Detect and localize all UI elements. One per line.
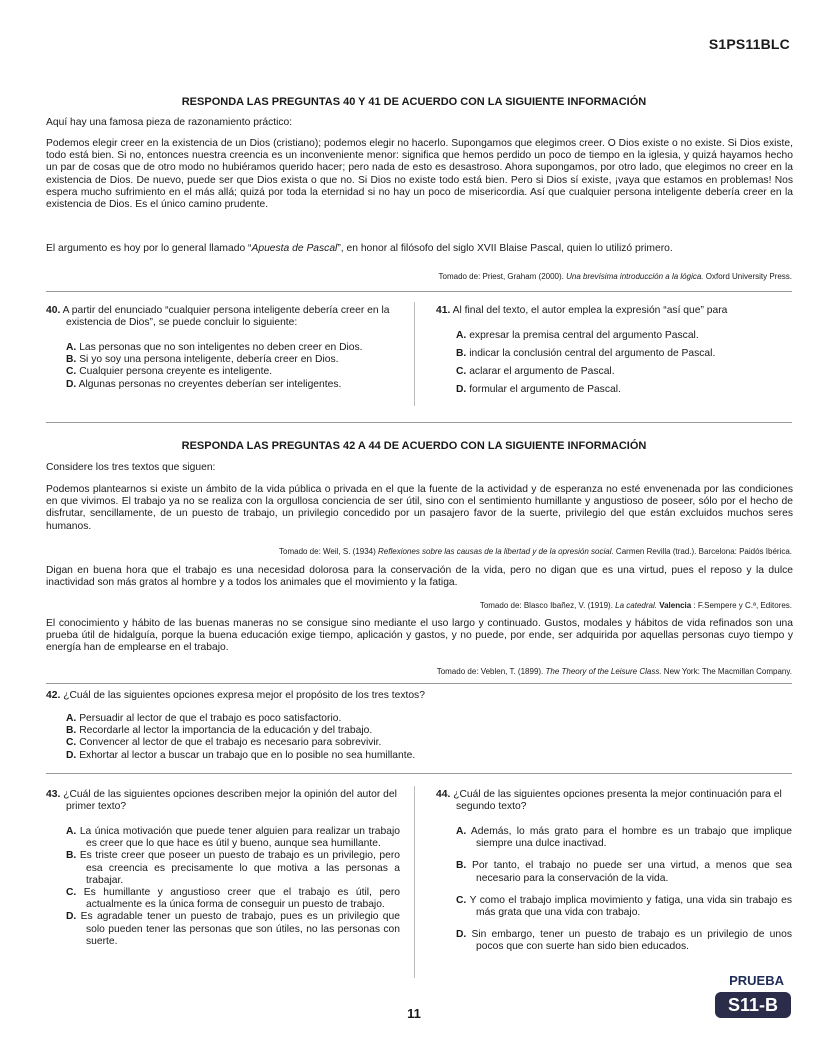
option-letter: D.: [66, 378, 77, 390]
option-letter: D.: [456, 384, 467, 395]
text-1-source: [279, 546, 792, 558]
section2-intro: Considere los tres textos que siguen:: [46, 462, 216, 473]
option-text: Algunas personas no creyentes deberían ser inteligentes.: [78, 378, 342, 390]
option-text: Convencer al lector de que el trabajo es necesario para sobrevivir.: [79, 737, 382, 749]
option-letter: A.: [66, 713, 77, 724]
question-44-stem: [436, 789, 792, 813]
source-pre: Tomado de: Veblen, T. (1899).: [436, 667, 546, 676]
argument-post: ”, en honor al filósofo del siglo XVII Blaise Pascal, quien lo utilizó primero.: [337, 243, 673, 254]
question-41-stem: [436, 305, 792, 317]
option-text: Persuadir al lector de que el trabajo es poco satisfactorio.: [79, 713, 342, 724]
option-d[interactable]: [66, 750, 786, 762]
option-text: formular el argumento de Pascal.: [469, 384, 621, 395]
argument-em: Apuesta de Pascal: [251, 243, 338, 254]
question-44-text: ¿Cuál de las siguientes opciones presenta la mejor continuación para el segundo texto?: [453, 789, 782, 813]
option-text: aclarar el argumento de Pascal.: [469, 366, 615, 377]
source-em: The Theory of the Leisure Class.: [545, 667, 662, 676]
section1-paragraph: Podemos elegir creer en la existencia de un Dios (cristiano); podemos elegir no hacerlo. Supongamos que elegimos creer. O Dios existe o no existe. Si Dios existe, todo está bien. Si no, entonces nuestra creencia es un inconveniente menor: significa que hemos perdido un poco de tiempo en la iglesia, y quizá hayamos hecho un par de cosas que de otro modo no hubiéramos querido hacer; pero nada de esto es desastroso. Ahora supongamos, por otro lado, que elegimos no creer en la existencia de Dios. De nuevo, puede ser que Dios exista o que no. Si Dios no existe todo está bien. Pero si Dios sí existe, ¡vaya que estamos en problemas! Nos espera mucho sufrimiento en el más allá; quizá por toda la eternidad si no hay un poco de misericordia. Así que cualquier persona inteligente debería creer en la existencia de Dios. Es el único camino prudente.: [46, 138, 793, 211]
text-2-source: [480, 600, 792, 612]
option-text: Exhortar al lector a buscar un trabajo que en lo posible no sea humillante.: [79, 749, 416, 761]
test-badge: S11-B: [715, 992, 791, 1018]
question-43-text: ¿Cuál de las siguientes opciones describen mejor la opinión del autor del primer texto?: [63, 789, 397, 813]
option-letter: D.: [66, 749, 77, 761]
section1-intro: Aquí hay una famosa pieza de razonamiento práctico:: [46, 117, 293, 128]
option-text: Las personas que no son inteligentes no deben creer en Dios.: [79, 342, 363, 353]
option-text: Si yo soy una persona inteligente, debería creer en Dios.: [79, 354, 339, 366]
option-text: indicar la conclusión central del argumento de Pascal.: [469, 348, 716, 359]
source-post: Oxford University Press.: [703, 272, 792, 281]
question-41: [436, 305, 792, 317]
column-divider: [414, 786, 415, 978]
question-40: [46, 305, 398, 329]
source-bold: Valencia: [656, 601, 692, 610]
text-3-source: [437, 666, 792, 678]
section1-source: [439, 271, 793, 283]
option-letter: C.: [456, 894, 467, 906]
question-43-options: [66, 826, 400, 948]
option-text: Recordarle al lector la importancia de la educación y del trabajo.: [79, 725, 373, 737]
question-40-text: A partir del enunciado “cualquier persona inteligente debería creer en la existencia de Dios”, se puede concluir lo siguiente:: [62, 305, 390, 329]
source-em: Reflexiones sobre las causas de la libertad y de la opresión social.: [378, 547, 614, 556]
option-b[interactable]: [66, 725, 786, 737]
option-a[interactable]: [66, 713, 786, 725]
option-d[interactable]: [456, 381, 790, 399]
divider: [46, 422, 792, 423]
option-c[interactable]: [456, 895, 792, 919]
option-b[interactable]: [456, 860, 792, 884]
question-40-options: [66, 342, 400, 391]
option-letter: A.: [456, 330, 467, 341]
option-letter: C.: [66, 737, 77, 749]
source-em: La catedral.: [615, 601, 657, 610]
question-42-number: 42.: [46, 690, 61, 701]
exam-code: S1PS11BLC: [708, 36, 790, 52]
question-41-options: [456, 327, 790, 399]
option-text: expresar la premisa central del argumento Pascal.: [469, 330, 699, 341]
question-40-stem: [46, 305, 398, 329]
question-43-stem: [46, 789, 398, 813]
question-41-number: 41.: [436, 305, 451, 316]
option-text: Es agradable tener un puesto de trabajo, pues es un privilegio que solo pueden tener las personas que son útiles, no las personas con suerte.: [80, 911, 400, 947]
prueba-label: PRUEBA: [729, 973, 784, 988]
text-2: Digan en buena hora que el trabajo es una necesidad dolorosa para la conservación de la vida, pero no digan que es una virtud, pues el reposo y la dulce inactividad son más gratos al hombre y a todos los animales que el movimiento y la fatiga.: [46, 565, 793, 589]
option-letter: B.: [456, 860, 467, 872]
option-text: Sin embargo, tener un puesto de trabajo es un privilegio de unos pocos que con suerte han sido bien educados.: [471, 929, 792, 953]
option-d[interactable]: [66, 379, 400, 391]
source-pre: Tomado de: Weil, S. (1934): [279, 547, 379, 556]
option-letter: B.: [66, 354, 77, 366]
option-b[interactable]: [66, 354, 400, 366]
option-letter: A.: [66, 342, 77, 353]
option-text: Por tanto, el trabajo no puede ser una virtud, a menos que sea necesario para la conservación de la vida.: [472, 860, 792, 884]
section1-heading: RESPONDA LAS PREGUNTAS 40 Y 41 DE ACUERDO CON LA SIGUIENTE INFORMACIÓN: [181, 96, 647, 108]
question-42-text: ¿Cuál de las siguientes opciones expresa mejor el propósito de los tres textos?: [63, 690, 425, 701]
section2-heading: RESPONDA LAS PREGUNTAS 42 A 44 DE ACUERDO CON LA SIGUIENTE INFORMACIÓN: [181, 440, 647, 452]
text-1: Podemos plantearnos si existe un ámbito de la vida pública o privada en el que la fuente de la actividad y de esperanza no esté envenenada por las condiciones en que vivimos. El trabajo ya no se realiza con la orgullosa conciencia de ser útil, sino con el sentimiento humillante y angustioso de poseer, sólo por el hecho de disfrutar, sencillamente, de un puesto de trabajo, un privilegio concedido por un pasajero favor de la suerte, privilegio del que están excluidos muchos seres humanos.: [46, 484, 793, 532]
option-a[interactable]: [66, 826, 400, 850]
option-d[interactable]: [456, 929, 792, 953]
option-text: Además, lo más grato para el hombre es un trabajo que implique siempre una dulce inactivad.: [470, 826, 793, 850]
option-a[interactable]: [456, 327, 790, 345]
option-letter: A.: [456, 826, 467, 837]
option-letter: D.: [456, 929, 467, 941]
option-text: Es triste creer que poseer un puesto de trabajo es un privilegio, pero esa creencia es precisamente lo que motiva a las personas a trabajar.: [79, 850, 400, 886]
question-42-options: [66, 713, 786, 762]
option-d[interactable]: [66, 911, 400, 948]
divider: [46, 773, 792, 774]
option-a[interactable]: [66, 342, 400, 354]
option-text: Es humillante y angustioso creer que el trabajo es útil, pero actualmente es la única forma de conseguir un puesto de trabajo.: [83, 887, 400, 911]
source-pre: Tomado de: Blasco Ibañez, V. (1919).: [479, 601, 616, 610]
source-pre: Tomado de: Priest, Graham (2000).: [438, 272, 567, 281]
question-41-text: Al final del texto, el autor emplea la expresión “así que” para: [452, 305, 728, 316]
option-letter: B.: [456, 348, 467, 359]
option-text: La única motivación que puede tener alguien para realizar un trabajo es creer que lo que hace es útil y bueno, aunque sea humillante.: [79, 826, 400, 850]
question-44: [436, 789, 792, 813]
question-43: [46, 789, 398, 813]
option-c[interactable]: [66, 887, 400, 911]
option-letter: C.: [66, 366, 77, 378]
argument-line: [46, 243, 793, 255]
divider: [46, 291, 792, 292]
option-letter: A.: [66, 826, 77, 837]
option-c[interactable]: [456, 363, 790, 381]
source-post: Carmen Revilla (trad.). Barcelona: Paidós Ibérica.: [613, 547, 792, 556]
source-post: : F.Sempere y C.ª, Editores.: [691, 601, 792, 610]
text-3: El conocimiento y hábito de las buenas maneras no se consigue sino mediante el uso largo y continuado. Gustos, modales y hábitos de vida refinados son una prueba útil de hidalguía, porque la buena educación exige tiempo, aplicación y gastos, y no puede, por ende, ser adquirida por aquellas personas cuyo tiempo y energía han de emplearse en el trabajo.: [46, 618, 793, 654]
option-a[interactable]: [456, 826, 792, 850]
page-number: 11: [407, 1006, 421, 1021]
option-text: Y como el trabajo implica movimiento y fatiga, una vida sin trabajo es más grata que una vida con trabajo.: [469, 894, 792, 919]
option-text: Cualquier persona creyente es inteligente.: [79, 366, 273, 378]
source-post: New York: The Macmillan Company.: [661, 667, 792, 676]
question-43-number: 43.: [46, 789, 61, 800]
column-divider: [414, 302, 415, 406]
argument-pre: El argumento es hoy por lo general llamado “: [46, 243, 252, 254]
question-44-number: 44.: [436, 789, 451, 800]
option-c[interactable]: [66, 366, 400, 378]
source-em: Una brevísima introducción a la lógica.: [566, 272, 704, 281]
question-40-number: 40.: [46, 305, 61, 316]
option-letter: B.: [66, 725, 77, 737]
option-letter: C.: [66, 887, 77, 899]
option-b[interactable]: [66, 850, 400, 887]
divider: [46, 683, 792, 684]
question-42: [46, 690, 792, 702]
option-b[interactable]: [456, 345, 790, 363]
question-44-options: [456, 826, 792, 954]
option-c[interactable]: [66, 737, 786, 749]
option-letter: D.: [66, 911, 77, 923]
option-letter: C.: [456, 366, 467, 377]
option-letter: B.: [66, 850, 77, 862]
